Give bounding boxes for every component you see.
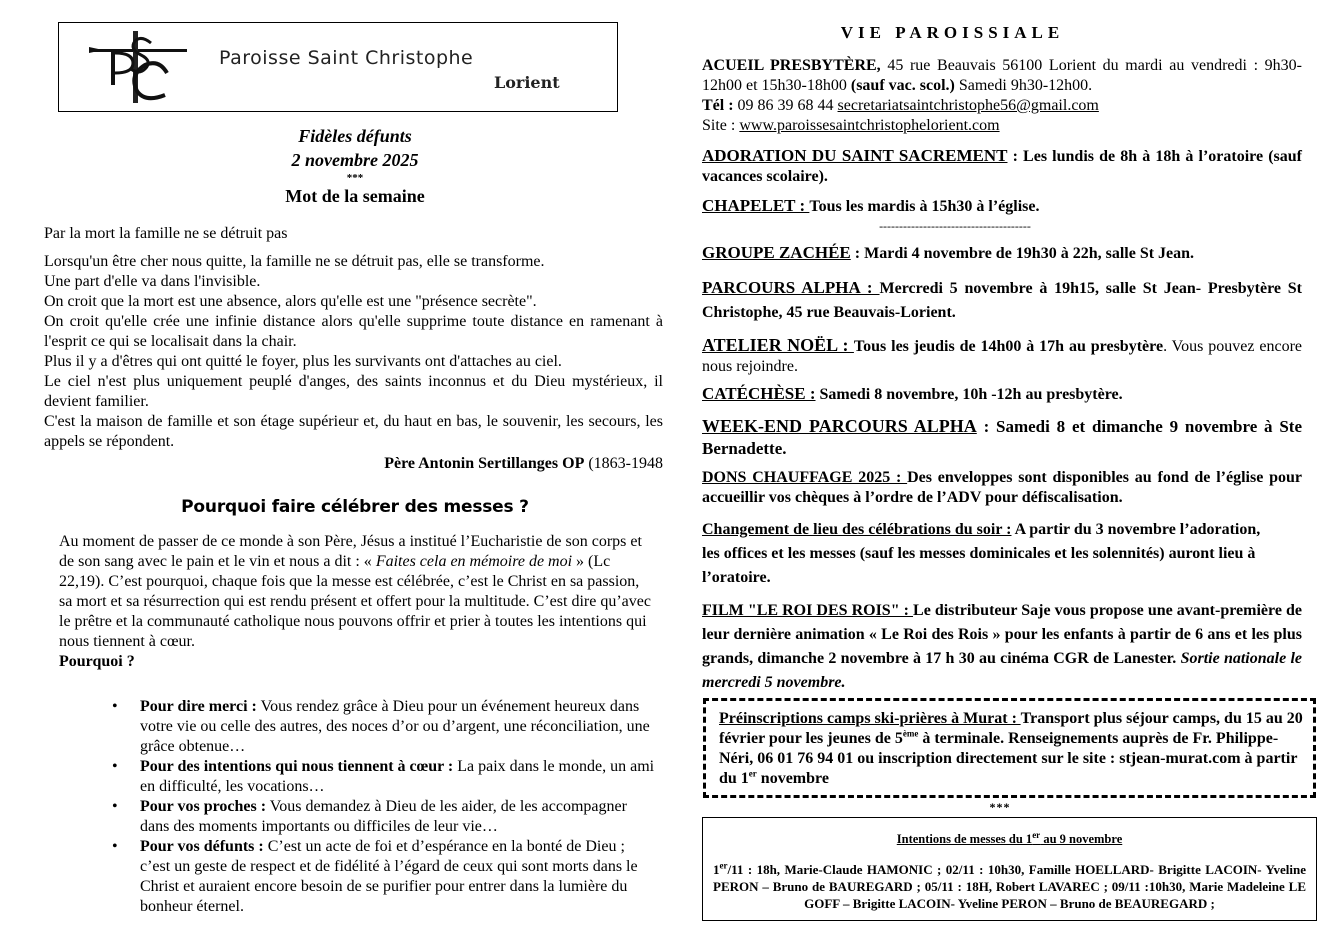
parish-logo-banner — [58, 22, 618, 112]
accueil-section: ACUEIL PRESBYTÈRE, 45 rue Beauvais 56100 Lorient du mardi au vendredi : 9h30-12h00 et 15h30-18h00 (sauf vac. scol.) Samedi 9h30-12h00. Tél : 09 86 39 68 44 secretariatsaintchristophe56@gmail.com Site : www.paroissesaintchristophelorient.com — [702, 57, 1303, 134]
email-link[interactable]: secretariatsaintchristophe56@gmail.com — [837, 97, 1099, 114]
film-label: FILM "LE ROI DES ROIS" : — [702, 602, 914, 619]
author-dates: (1863-1948 — [584, 455, 663, 472]
poem-line: On croit que la mort est une absence, alors qu'elle est une "présence secrète". — [44, 293, 537, 310]
poem-line: Plus il y a d'êtres qui ont quitté le foyer, plus les survivants ont d'attaches au ciel. — [44, 353, 562, 370]
list-item: • Pour dire merci : Vous rendez grâce à Dieu pour un événement heureux dans votre vie ou celle des autres, des noces d’or ou d’argent, une réconciliation, une grâce obtenue… — [112, 698, 650, 755]
alpha-label: PARCOURS ALPHA : — [702, 278, 880, 297]
camps-notice-box: Préinscriptions camps ski-prières à Murat : Transport plus séjour camps, du 15 au 20 février pour les jeunes de 5ème à terminale. Renseignements auprès de Fr. Philippe-Néri, 06 01 76 94 01 ou inscription directement sur le site : stjean-murat.com à partir du 1er novembre — [703, 698, 1316, 798]
catechese-section: CATÉCHÈSE : Samedi 8 novembre, 10h -12h au presbytère. — [702, 384, 1123, 403]
changement-label: Changement de lieu des célébrations du soir : — [702, 521, 1012, 538]
adoration-section: ADORATION DU SAINT SACREMENT : Les lundis de 8h à 18h à l’oratoire (sauf vacances scolaire). — [702, 146, 1303, 185]
mass-intentions-title: Intentions de messes du 1er au 9 novembre — [896, 829, 1123, 846]
bullet-icon: • — [112, 698, 118, 715]
film-release-note: Sortie nationale le mercredi 5 novembre. — [702, 650, 1303, 691]
parish-name: Paroisse Saint Christophe — [219, 47, 474, 69]
poem-title: Par la mort la famille ne se détruit pas — [44, 225, 288, 242]
weekend-label: WEEK-END PARCOURS ALPHA — [702, 416, 977, 436]
chapelet-section: CHAPELET : Tous les mardis à 15h30 à l’église. — [702, 196, 1040, 215]
bullet-icon: • — [112, 758, 118, 775]
author-name: Père Antonin Sertillanges OP — [384, 455, 585, 472]
list-item: • Pour des intentions qui nous tiennent à cœur : La paix dans le monde, un ami en difficulté, les vocations… — [112, 758, 655, 795]
psc-monogram-cross-icon — [89, 29, 189, 105]
poem-line: Lorsqu'un être cher nous quitte, la famille ne se détruit pas, elle se transforme. — [44, 253, 545, 270]
weekend-section: WEEK-END PARCOURS ALPHA : Samedi 8 et dimanche 9 novembre à Ste Bernadette. — [702, 416, 1303, 458]
chapelet-label: CHAPELET : — [702, 196, 810, 215]
word-of-week-text — [44, 224, 663, 474]
bulletin-header — [40, 124, 670, 208]
phone-number: 09 86 39 68 44 — [733, 97, 838, 114]
messes-paragraph: Au moment de passer de ce monde à son Père, Jésus a institué l’Eucharistie de son corps et de son sang avec le pain et le vin et nous a dit : « Faites cela en mémoire de moi » (Lc 22,19). C’est pourquoi, chaque fois que la messe est célébrée, c’est le Christ en sa passion, sa mort et sa résurrection qui est rendu présent et offert pour la multitude. C’est dire qu’avec le prêtre et la communauté catholique nous pouvons offrir et prier à toutes les intentions qui nous tiennent à cœur. — [59, 533, 651, 650]
zachee-section: GROUPE ZACHÉE : Mardi 4 novembre de 19h30 à 22h, salle St Jean. — [702, 243, 1195, 262]
poem-author — [44, 454, 663, 474]
word-of-week-title: Mot de la semaine — [285, 186, 425, 206]
bulletin-date: 2 novembre 2025 — [291, 150, 419, 170]
messes-section-title: Pourquoi faire célébrer des messes ? — [181, 497, 529, 517]
messes-quote: Faites cela en mémoire de moi — [375, 553, 573, 570]
changement-section: Changement de lieu des célébrations du soir : A partir du 3 novembre l’adoration, les offices et les messes (sauf les messes dominicales et les solennités) auront lieu à l’oratoire. — [702, 521, 1261, 586]
noel-label: ATELIER NOËL : — [702, 335, 854, 355]
poem-line: Une part d'elle va dans l'invisible. — [44, 273, 261, 290]
poem-line: On croit qu'elle crée une infinie distance alors qu'elle supprime toute distance en ramenant à l'esprit ce qui se localisait dans la chair. — [44, 313, 663, 350]
mass-intentions-list: 1er/11 : 18h, Marie-Claude HAMONIC ; 02/11 : 10h30, Famille HOELLARD- Brigitte LACOIN- Yveline PERON – Bruno de BAUREGARD ; 05/11 : 18H, Robert LAVAREC ; 09/11 :10h30, Marie Madeleine LE GOFF – Brigitte LACOIN- Yveline PERON – Bruno de BEAUREGARD ; — [713, 860, 1306, 911]
why-label: Pourquoi ? — [59, 653, 135, 670]
bullet-icon: • — [112, 798, 118, 815]
website-link[interactable]: www.paroissesaintchristophelorient.com — [739, 117, 1000, 134]
divider: -------------------------------------- — [879, 219, 1031, 233]
catechese-label: CATÉCHÈSE : — [702, 384, 816, 403]
film-section: FILM "LE ROI DES ROIS" : Le distributeur Saje vous propose une avant-première de leur dernière animation « Le Roi des Rois » pour les enfants à partir de 6 ans et les plus grands, dimanche 2 novembre à 17 h 30 au cinéma CGR de Lanester. Sortie nationale le mercredi 5 novembre. — [702, 602, 1303, 691]
adoration-label: ADORATION DU SAINT SACREMENT — [702, 146, 1008, 165]
noel-section: ATELIER NOËL : Tous les jeudis de 14h00 à 17h au presbytère. Vous pouvez encore nous rejoindre. — [702, 335, 1303, 375]
parish-life-title: VIE PAROISSIALE — [840, 23, 1065, 42]
accueil-label: ACUEIL PRESBYTÈRE, — [702, 57, 881, 74]
messes-intro — [59, 532, 653, 672]
mass-intentions-box — [702, 817, 1317, 921]
feast-title: Fidèles défunts — [298, 126, 412, 146]
zachee-label: GROUPE ZACHÉE — [702, 243, 851, 262]
separator-stars: *** — [989, 800, 1011, 814]
list-item: • Pour vos défunts : C’est un acte de foi et d’espérance en la bonté de Dieu ; c’est un geste de respect et de fidélité à l’égard de ceux qui sont morts dans le Christ et auraient encore besoin de se purifier pour entrer dans la lumière du bonheur éternel. — [112, 838, 638, 915]
camps-label: Préinscriptions camps ski-prières à Murat : — [719, 710, 1021, 727]
list-item: • Pour vos proches : Vous demandez à Dieu de les aider, de les accompagner dans des moments importants ou difficiles de leur vie… — [112, 798, 627, 835]
dons-section: DONS CHAUFFAGE 2025 : Des enveloppes sont disponibles au fond de l’église pour accueillir vos chèques à l’ordre de l’ADV pour défiscalisation. — [702, 469, 1302, 506]
poem-line: Le ciel n'est plus uniquement peuplé d'anges, des saints inconnus et du Dieu mystérieux, il devient familier. — [44, 373, 663, 410]
separator-stars: *** — [346, 172, 364, 184]
dons-label: DONS CHAUFFAGE 2025 : — [702, 469, 908, 486]
parish-city: Lorient — [494, 73, 560, 92]
reasons-list — [110, 697, 658, 917]
bullet-icon: • — [112, 838, 118, 855]
poem-line: C'est la maison de famille et son étage supérieur et, du haut en bas, le souvenir, les secours, les appels se répondent. — [44, 413, 663, 450]
alpha-section: PARCOURS ALPHA : Mercredi 5 novembre à 19h15, salle St Jean- Presbytère St Christophe, 45 rue Beauvais-Lorient. — [702, 278, 1302, 321]
